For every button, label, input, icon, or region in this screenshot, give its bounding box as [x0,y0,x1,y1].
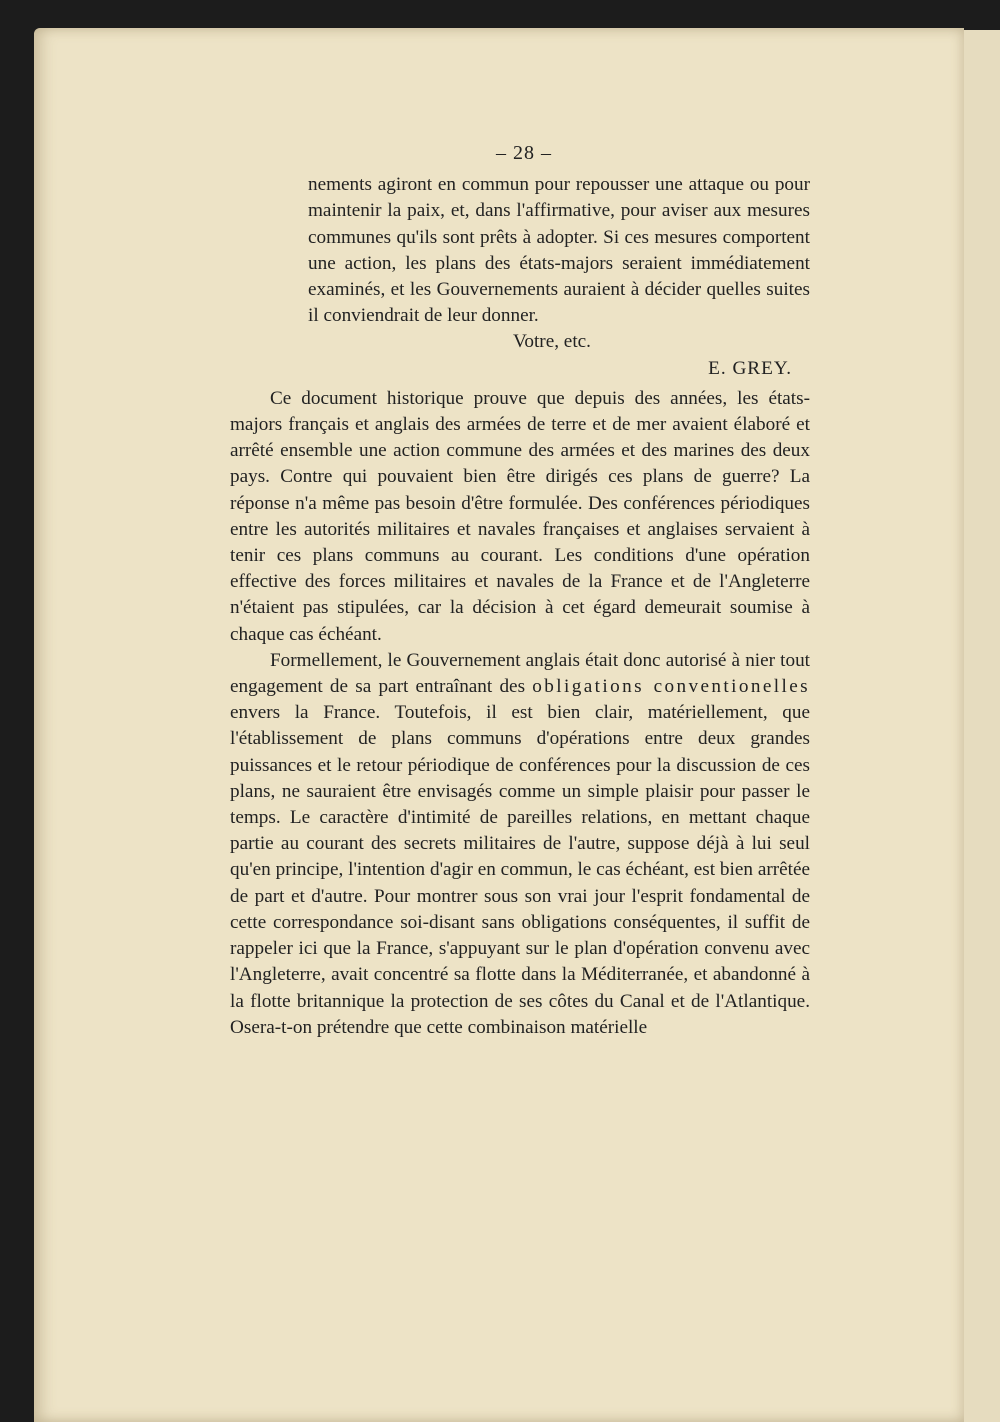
letter-signature: E. GREY. [708,357,792,379]
paragraph-2-start: Formellement, le Gouvernement anglais était donc autorisé à nier tout engagement de sa part entraînant des [230,649,810,698]
page-number: – 28 – [496,142,552,164]
page-edge [962,30,1000,1422]
emphasized-phrase: obligations conventionelles [532,676,811,698]
letter-closing: Votre, etc. [513,331,591,353]
quoted-letter-paragraph: nements agiront en commun pour repousser une attaque ou pour maintenir la paix, et, dans l'affirmative, pour aviser aux mesures communes qu'ils sont prêts à adopter. Si ces mesures comportent une action, les plans des états-majors seraient immédiatement examinés, et les Gouvernements auraient à décider quelles suites il conviendrait de leur donner. [308,174,810,327]
page-text [230,140,810,1041]
body-paragraph-1: Ce document historique prouve que depuis des années, les états-majors français et anglais des armées de terre et de mer avaient élaboré et arrêté ensemble une action commune des armées et des marines des deux pays. Contre qui pouvaient bien être dirigés ces plans de guerre? La réponse n'a même pas besoin d'être formulée. Des conférences périodiques entre les autorités militaires et navales françaises et anglaises servaient à tenir ces plans communs au courant. Les conditions d'une opération effective des forces militaires et navales de la France et de l'Angleterre n'étaient pas stipulées, car la décision à cet égard demeurait soumise à chaque cas échéant. [230,387,810,645]
body-paragraph-2 [230,648,810,1041]
paragraph-2-end: envers la France. Toutefois, il est bien clair, matériellement, que l'établissement de plans communs d'opérations entre deux grandes puissances et le retour périodique de conférences pour la discussion de ces plans, ne sauraient être envisagés comme un simple plaisir pour passer le temps. Le caractère d'intimité de pareilles relations, en mettant chaque partie au courant des secrets militaires de l'autre, suppose déjà à lui seul qu'en principe, l'intention d'agir en commun, le cas échéant, est bien arrêtée de part et d'autre. Pour montrer sous son vrai jour l'esprit fondamental de cette correspondance soi-disant sans obligations conséquentes, il suffit de rappeler ici que la France, s'appuyant sur le plan d'opération convenu avec l'Angleterre, avait concentré sa flotte dans la Méditerranée, et abandonné à la flotte britannique la protection de ses côtes du Canal et de l'Atlantique. Osera-t-on prétendre que cette combinaison matérielle [230,702,810,1038]
